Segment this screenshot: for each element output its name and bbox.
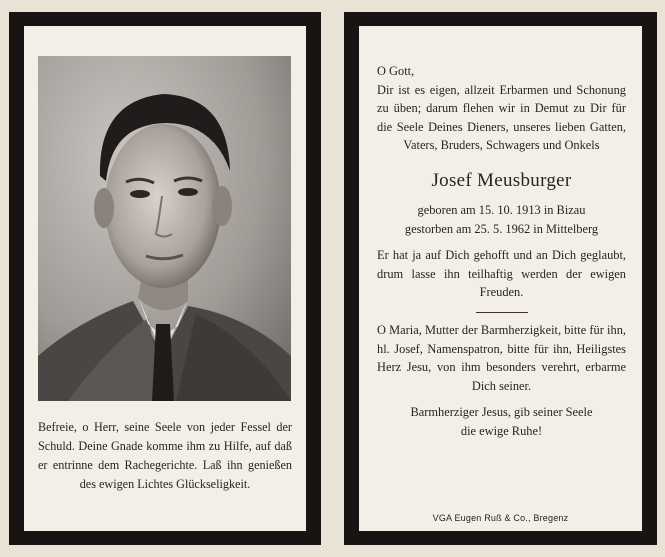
faith-paragraph: Er hat ja auf Dich gehofft und an Dich geglaubt, drum lasse ihn teilhaftig werden der ewigen Freuden. <box>377 248 626 300</box>
left-prayer-paragraph: Befreie, o Herr, seine Seele von jeder Fessel der Schuld. Deine Gnade komme ihm zu Hilfe, auf daß er entrinne dem Rachegerichte. Laß ihn genießen des ewigen Lichtes Glückseligkeit. <box>38 420 292 491</box>
jesus-prayer-line-2: die ewige Ruhe! <box>460 423 543 438</box>
portrait-illustration <box>38 56 291 401</box>
deceased-name: Josef Meusburger <box>431 169 572 191</box>
invocation: O Gott, <box>377 64 415 78</box>
right-memorial-card <box>344 12 657 545</box>
publisher-imprint: VGA Eugen Ruß & Co., Bregenz <box>432 513 569 523</box>
jesus-prayer-line-1: Barmherziger Jesus, gib seiner Seele <box>410 405 593 420</box>
right-card-paper <box>359 26 642 531</box>
intro-prayer: Dir ist es eigen, allzeit Erbarmen und Schonung zu üben; darum flehen wir in Demut zu Dir für die Seele Deines Dieners, unseres lieben Gatten, Vaters, Bruders, Schwagers und Onkels <box>377 82 626 153</box>
right-card-text <box>377 62 626 441</box>
life-dates <box>377 201 626 238</box>
maria-prayer: O Maria, Mutter der Barmherzigkeit, bitte für ihn, hl. Josef, Namenspatron, bitte für ihn, Heiligstes Herz Jesu, von ihm besonders verehrt, erbarme Dich seiner. <box>377 322 626 393</box>
jesus-prayer <box>377 403 626 440</box>
left-memorial-card <box>9 12 321 545</box>
left-prayer-text <box>38 418 292 494</box>
left-card-paper <box>24 26 306 531</box>
death-line: gestorben am 25. 5. 1962 in Mittelberg <box>404 221 599 236</box>
portrait-photo <box>38 56 291 401</box>
birth-line: geboren am 15. 10. 1913 in Bizau <box>417 202 586 217</box>
divider-line <box>476 312 528 313</box>
